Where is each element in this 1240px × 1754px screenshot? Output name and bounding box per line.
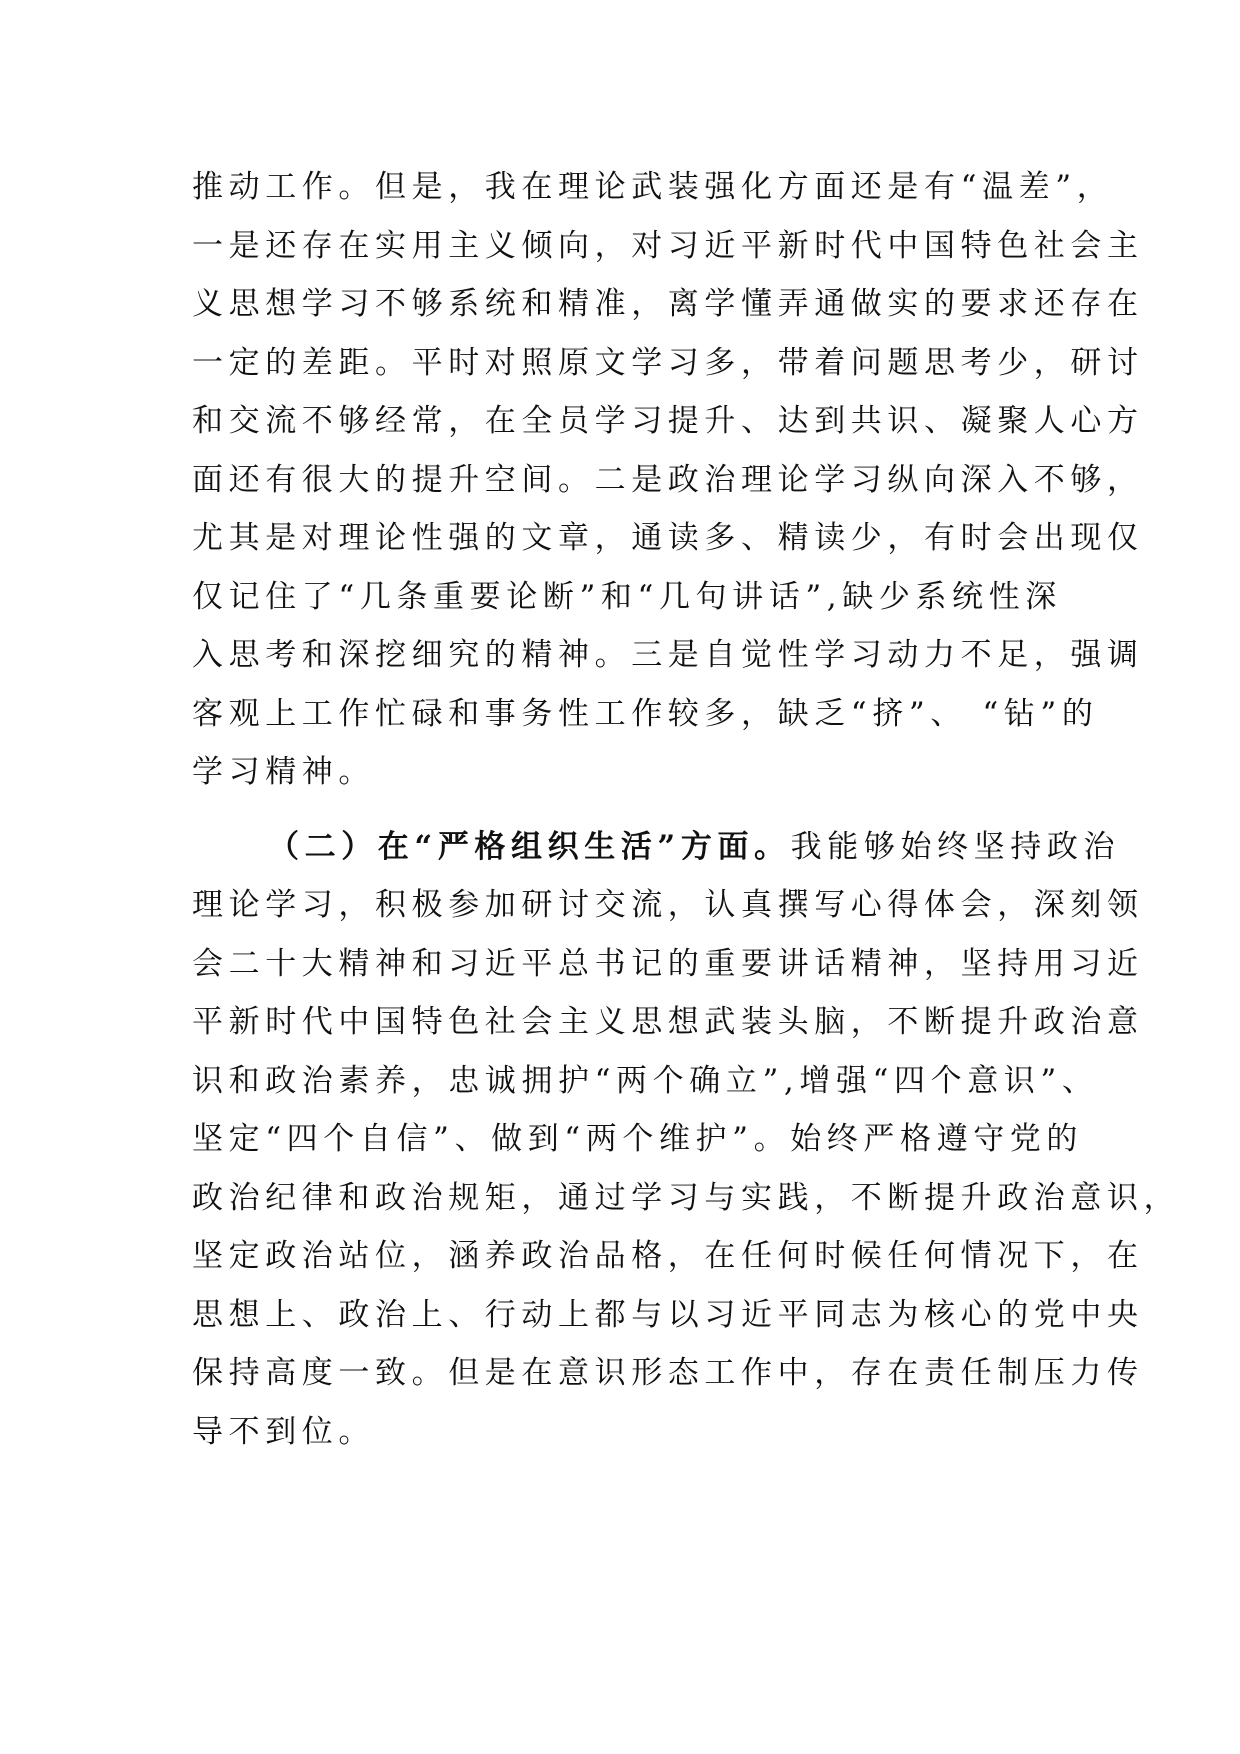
paragraph-spacing (192, 802, 1072, 818)
paragraph-2 (192, 818, 1181, 1462)
paragraph-1-line-5: 和交流不够经常，在全员学习提升、达到共识、凝聚人心方 (192, 403, 1144, 439)
section-heading: （二）在“严格组织生活”方面。 (268, 828, 791, 865)
document-body (192, 158, 1181, 1461)
paragraph-1-line-10: 客观上工作忙碌和事务性工作较多，缺乏“挤”、 “钻”的 (192, 695, 1099, 732)
paragraph-1-line-2: 一是还存在实用主义倾向，对习近平新时代中国特色社会主 (192, 227, 1144, 264)
paragraph-2-line-7: 政治纪律和政治规矩，通过学习与实践，不断提升政治意识， (192, 1179, 1181, 1216)
paragraph-1-line-9: 入思考和深挖细究的精神。三是自觉性学习动力不足，强调 (192, 637, 1144, 673)
paragraph-1-line-3: 义思想学习不够系统和精准，离学懂弄通做实的要求还存在 (192, 286, 1144, 322)
paragraph-2-line-9: 思想上、政治上、行动上都与以习近平同志为核心的党中央 (192, 1296, 1144, 1333)
paragraph-2-line-2: 理论学习，积极参加研讨交流，认真撰写心得体会，深刻领 (192, 887, 1144, 923)
paragraph-2-line-1-text: 我能够始终坚持政治 (790, 828, 1121, 865)
paragraph-2-line-1 (192, 818, 1121, 877)
paragraph-1 (192, 158, 1144, 802)
paragraph-1-line-11: 学习精神。 (192, 754, 375, 790)
paragraph-1-line-8: 仅记住了“几条重要论断”和“几句讲话”,缺少系统性深 (192, 578, 1062, 615)
paragraph-1-line-6: 面还有很大的提升空间。二是政治理论学习纵向深入不够， (192, 461, 1144, 498)
paragraph-2-line-8: 坚定政治站位，涵养政治品格，在任何时候任何情况下，在 (192, 1238, 1144, 1274)
paragraph-2-line-10: 保持高度一致。但是在意识形态工作中，存在责任制压力传 (192, 1355, 1144, 1391)
paragraph-1-line-7: 尤其是对理论性强的文章，通读多、精读少，有时会出现仅 (192, 520, 1144, 556)
paragraph-2-line-6: 坚定“四个自信”、做到“两个维护”。始终严格遵守党的 (192, 1121, 1083, 1157)
paragraph-1-line-1: 推动工作。但是，我在理论武装强化方面还是有“温差”， (192, 169, 1114, 205)
paragraph-2-line-5: 识和政治素养，忠诚拥护“两个确立”,增强“四个意识”、 (192, 1062, 1099, 1099)
paragraph-2-line-3: 会二十大精神和习近平总书记的重要讲话精神，坚持用习近 (192, 945, 1144, 982)
paragraph-2-line-11: 导不到位。 (192, 1413, 375, 1450)
paragraph-2-line-4: 平新时代中国特色社会主义思想武装头脑，不断提升政治意 (192, 1004, 1144, 1040)
paragraph-1-line-4: 一定的差距。平时对照原文学习多，带着问题思考少，研讨 (192, 344, 1144, 381)
